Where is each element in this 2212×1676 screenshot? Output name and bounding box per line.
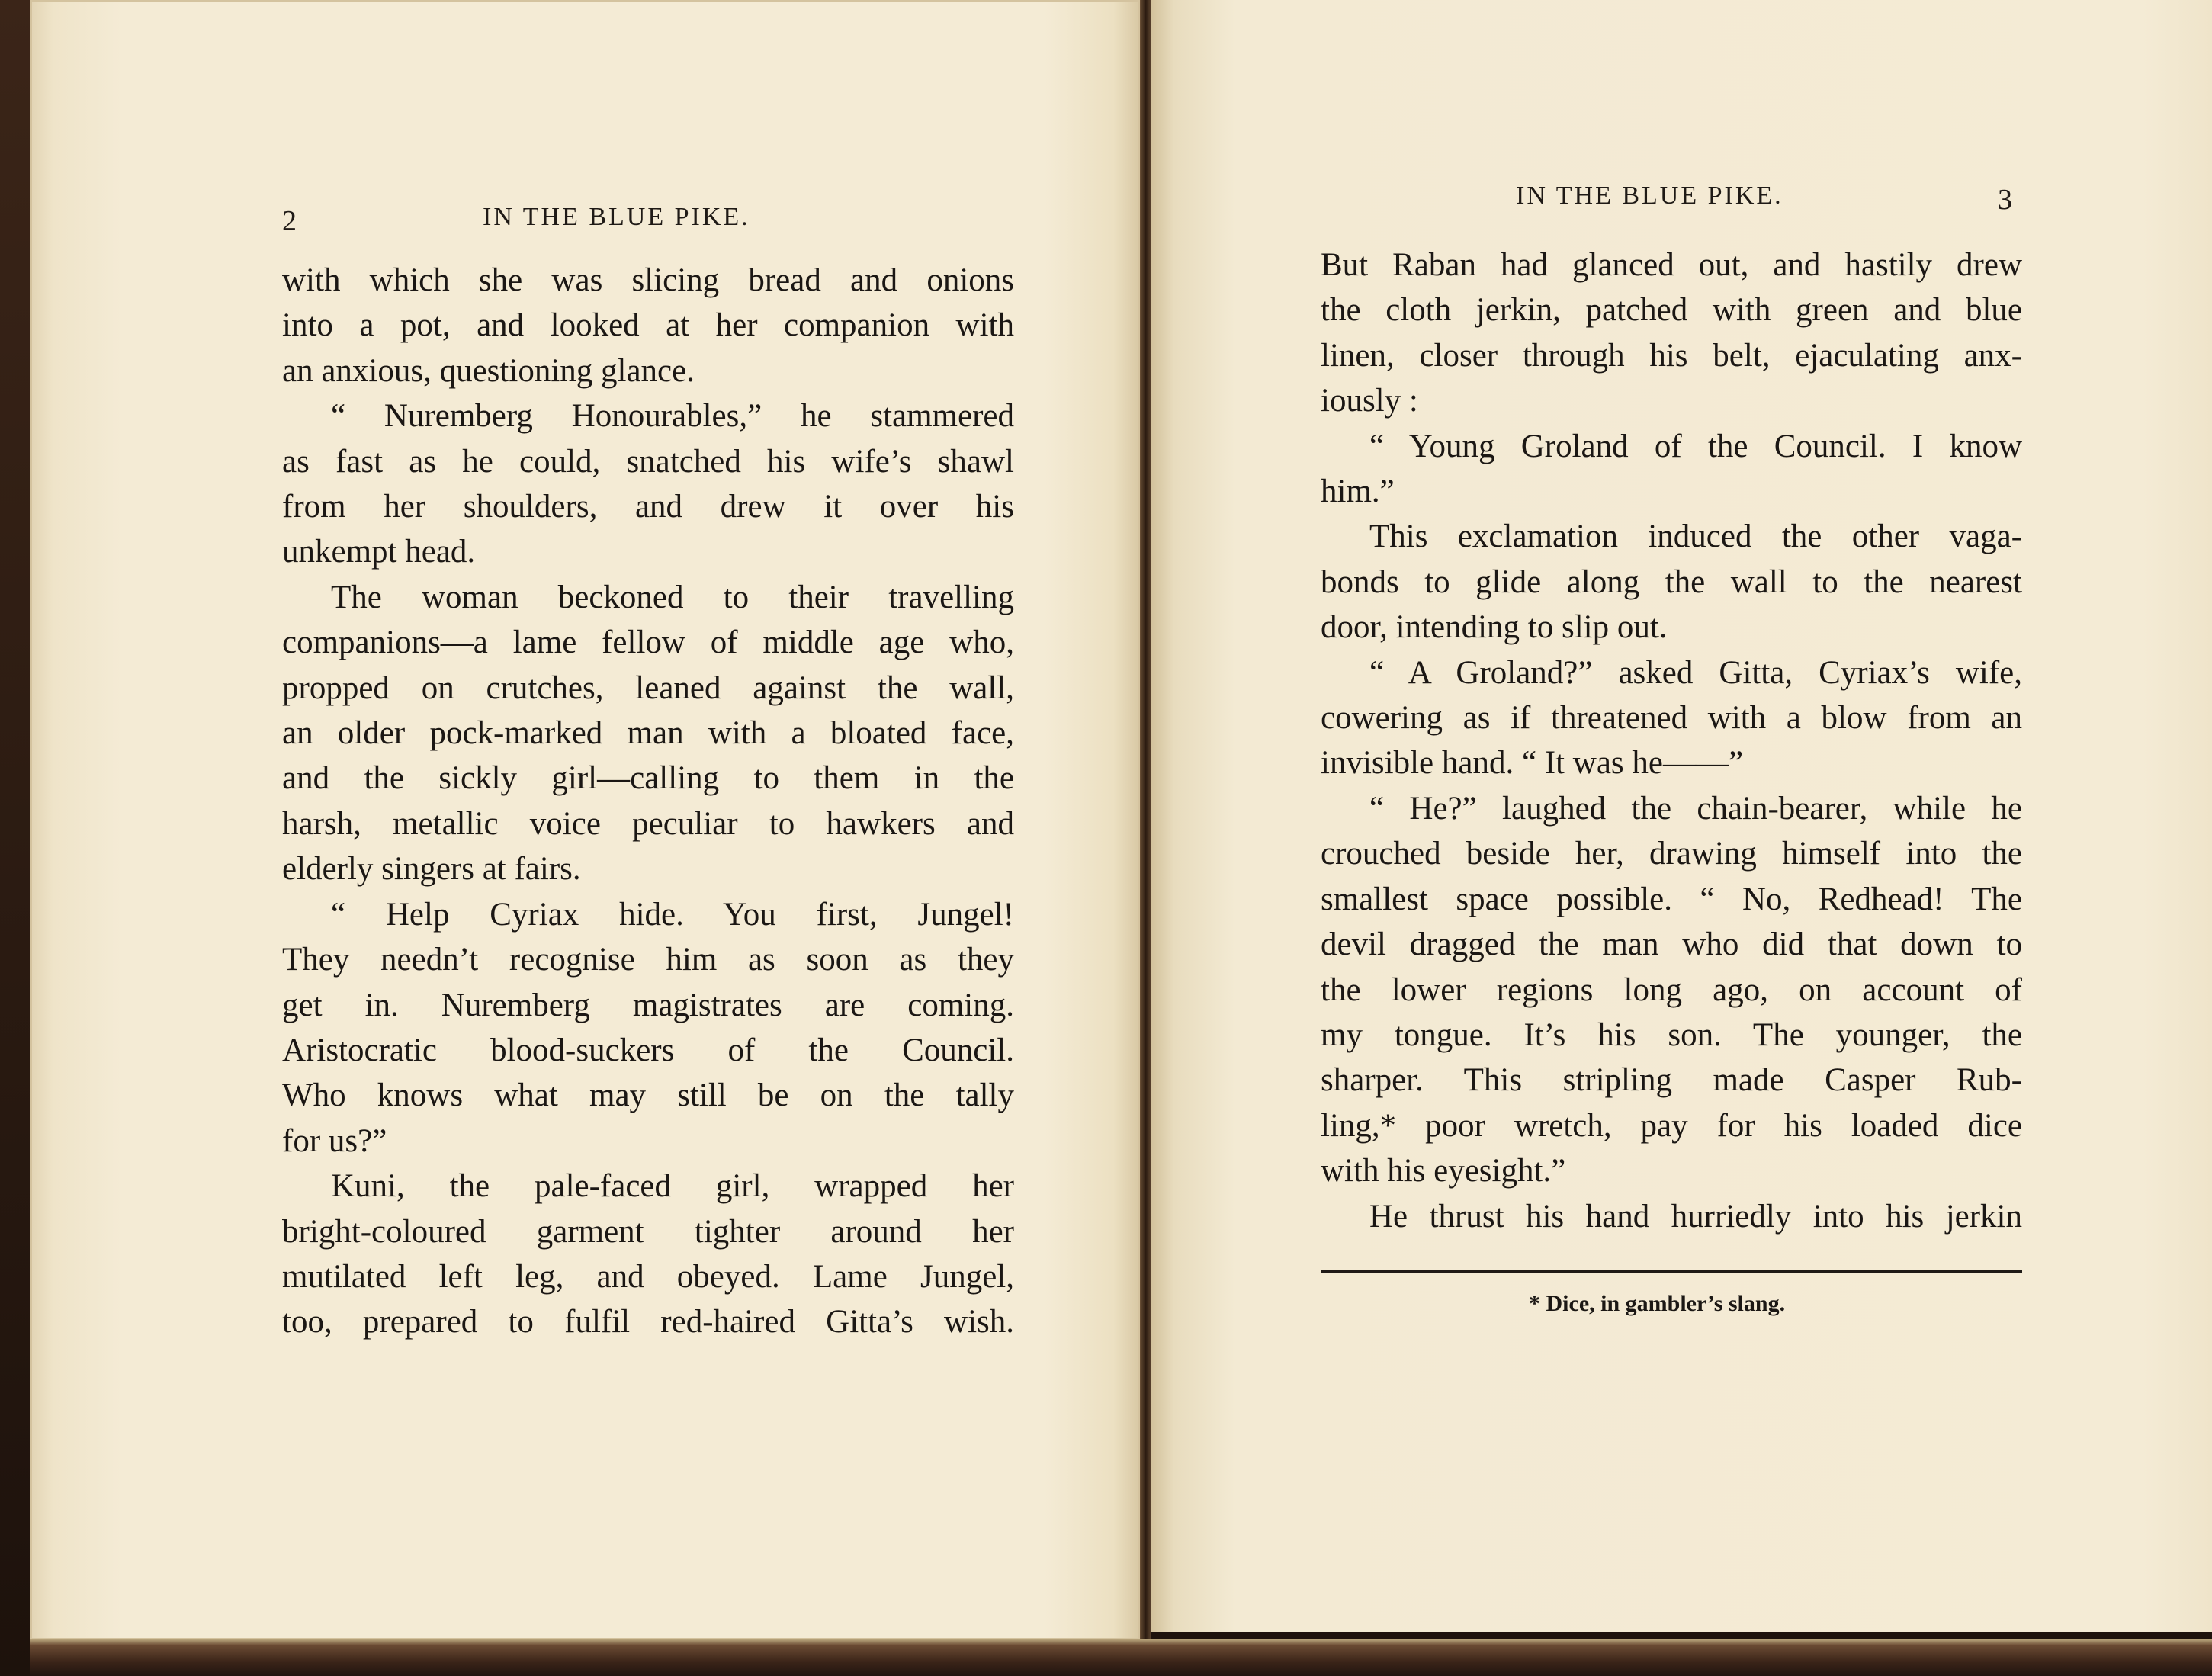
left-page — [30, 0, 1140, 1639]
text-line: cowering as if threatened with a blow from an — [1321, 700, 2022, 737]
running-head: IN THE BLUE PIKE. — [483, 203, 750, 231]
text-line: Who knows what may still be on the tally — [282, 1077, 1014, 1114]
page-text — [282, 258, 1014, 1345]
text-line: my tongue. It’s his son. The younger, the — [1321, 1016, 2022, 1053]
text-line: with which she was slicing bread and onions — [282, 262, 1014, 298]
text-line: companions—a lame fellow of middle age who, — [282, 624, 1014, 661]
text-line: the lower regions long ago, on account of — [1321, 971, 2022, 1008]
text-line: door, intending to slip out. — [1321, 609, 1668, 646]
text-line: “ Young Groland of the Council. I know — [1369, 428, 2022, 464]
text-line: as fast as he could, snatched his wife’s shawl — [282, 443, 1014, 480]
text-line: devil dragged the man who did that down to — [1321, 926, 2022, 963]
text-line: “ Nuremberg Honourables,” he stammered — [331, 398, 1014, 435]
text-line: sharper. This stripling made Casper Rub- — [1321, 1062, 2022, 1099]
page-number: 2 — [282, 205, 297, 237]
text-line: This exclamation induced the other vaga- — [1369, 519, 2022, 555]
text-line: crouched beside her, drawing himself into the — [1321, 836, 2022, 872]
text-line: linen, closer through his belt, ejaculating anx- — [1321, 337, 2022, 374]
text-line: ling,* poor wretch, pay for his loaded dice — [1321, 1107, 2022, 1144]
footnote: * Dice, in gambler’s slang. — [1529, 1291, 1786, 1316]
text-line: harsh, metallic voice peculiar to hawkers and — [282, 805, 1014, 842]
text-line: The woman beckoned to their travelling — [331, 579, 1014, 615]
text-line: too, prepared to fulfil red-haired Gitta’s wish. — [282, 1304, 1014, 1340]
text-line: mutilated left leg, and obeyed. Lame Jungel, — [282, 1258, 1014, 1295]
page-text — [1321, 242, 2022, 1239]
text-line: him.” — [1321, 474, 1395, 510]
text-line: with his eyesight.” — [1321, 1153, 1566, 1190]
text-line: into a pot, and looked at her companion with — [282, 307, 1014, 344]
text-line: and the sickly girl—calling to them in the — [282, 760, 1014, 797]
text-line: “ He?” laughed the chain-bearer, while he — [1369, 790, 2022, 827]
text-line: invisible hand. “ It was he——” — [1321, 745, 1744, 782]
footnote-rule — [1321, 1270, 2022, 1273]
book-bottom-edge — [30, 1639, 2212, 1676]
text-line: elderly singers at fairs. — [282, 851, 581, 888]
text-line: Aristocratic blood-suckers of the Council. — [282, 1032, 1014, 1068]
text-line: the cloth jerkin, patched with green and blue — [1321, 292, 2022, 329]
running-head: IN THE BLUE PIKE. — [1516, 181, 1783, 210]
text-line: propped on crutches, leaned against the wall, — [282, 669, 1014, 706]
text-line: They needn’t recognise him as soon as they — [282, 942, 1014, 978]
text-line: Kuni, the pale-faced girl, wrapped her — [331, 1168, 1014, 1205]
text-line: an anxious, questioning glance. — [282, 352, 695, 389]
text-line: “ Help Cyriax hide. You first, Jungel! — [331, 896, 1014, 933]
page-number: 3 — [1998, 184, 2012, 216]
text-line: iously : — [1321, 383, 1418, 419]
right-page — [1151, 0, 2212, 1632]
text-line: for us?” — [282, 1122, 387, 1159]
book-gutter — [1140, 0, 1151, 1676]
text-line: He thrust his hand hurriedly into his jerkin — [1369, 1198, 2022, 1235]
text-line: an older pock-marked man with a bloated face, — [282, 715, 1014, 752]
text-line: But Raban had glanced out, and hastily drew — [1321, 247, 2022, 283]
text-line: unkempt head. — [282, 534, 476, 570]
text-line: bonds to glide along the wall to the nearest — [1321, 563, 2022, 600]
text-line: bright-coloured garment tighter around her — [282, 1213, 1014, 1250]
text-line: “ A Groland?” asked Gitta, Cyriax’s wife, — [1369, 654, 2022, 691]
text-line: get in. Nuremberg magistrates are coming. — [282, 987, 1014, 1023]
text-line: smallest space possible. “ No, Redhead! The — [1321, 881, 2022, 917]
text-line: from her shoulders, and drew it over his — [282, 489, 1014, 525]
